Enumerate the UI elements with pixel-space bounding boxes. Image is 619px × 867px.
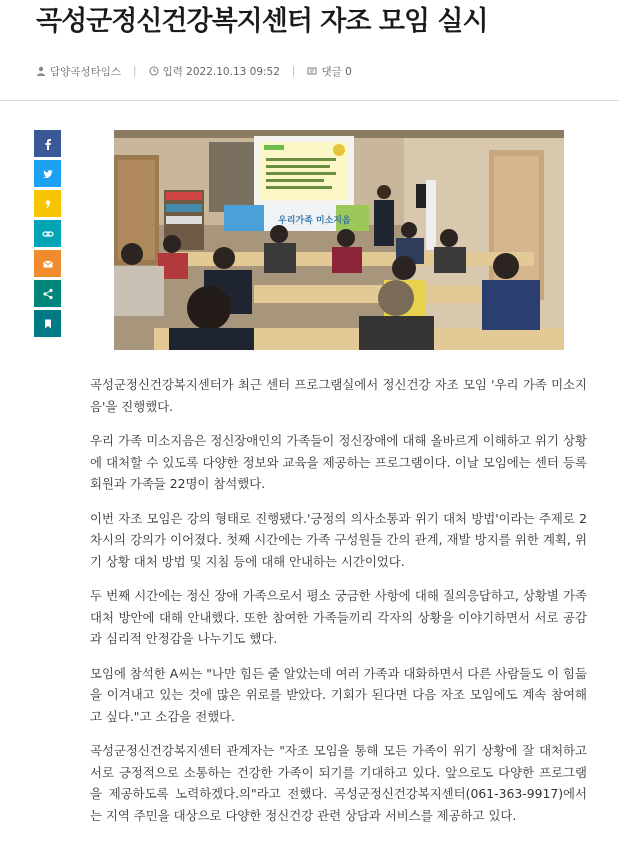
comment-count[interactable]: 댓글 0 <box>321 65 352 78</box>
header-divider <box>0 100 619 101</box>
share-icon <box>42 288 54 300</box>
meta-separator: | <box>291 65 296 77</box>
quote-icon <box>42 198 54 210</box>
link-icon <box>42 228 54 240</box>
email-share-button[interactable] <box>34 250 61 277</box>
author-name[interactable]: 담양곡성타임스 <box>50 65 122 78</box>
bookmark-icon <box>42 318 54 330</box>
article-paragraph: 모임에 참석한 A씨는 "나만 힘든 줄 알았는데 여러 가족과 대화하면서 다른 사람들도 이 힘듦을 이겨내고 있는 것에 많은 위로를 받았다. 기회가 된다면 다음 자조 모임에도 계속 참여해고 싶다."고 소감을 전했다. <box>90 665 587 724</box>
meeting-photo <box>114 130 564 350</box>
article-title: 곡성군정신건강복지센터 자조 모임 실시 <box>36 6 488 37</box>
more-share-button[interactable] <box>34 280 61 307</box>
share-bar <box>34 130 61 340</box>
publish-date: 입력 2022.10.13 09:52 <box>162 65 280 78</box>
article-paragraph: 곡성군정신건강복지센터가 최근 센터 프로그램실에서 정신건강 자조 모임 '우리 가족 미소지음'을 진행했다. <box>90 377 587 414</box>
comment-icon <box>307 66 317 76</box>
article-meta <box>36 62 352 80</box>
twitter-icon <box>42 168 54 180</box>
comments-info[interactable] <box>307 64 351 79</box>
meta-separator: | <box>133 65 137 77</box>
copy-link-button[interactable] <box>34 220 61 247</box>
kakaostory-share-button[interactable] <box>34 190 61 217</box>
banner-text: 우리가족 미소지음 <box>278 216 351 226</box>
article-photo <box>114 130 564 350</box>
bookmark-button[interactable] <box>34 310 61 337</box>
twitter-share-button[interactable] <box>34 160 61 187</box>
article-paragraph: 두 번째 시간에는 정신 장애 가족으로서 평소 궁금한 사항에 대해 질의응답하고, 상황별 가족 대처 방안에 대해 안내했다. 또한 참여한 가족들끼리 각자의 상황을 이야기하면서 서로 공감과 심리적 안정감을 나누기도 했다. <box>90 588 587 646</box>
article-paragraph: 우리 가족 미소지음은 정신장애인의 가족들이 정신장애에 대해 올바르게 이해하고 위기 상황에 대처할 수 있도록 다양한 정보와 교육을 제공하는 프로그램이다. 이날 모임에는 센터 등록회원과 가족들 22명이 참석했다. <box>90 433 587 491</box>
author-info <box>36 64 121 79</box>
date-info <box>149 64 280 79</box>
clock-icon <box>149 66 159 76</box>
user-icon <box>36 66 46 76</box>
article-paragraph: 곡성군정신건강복지센터 관계자는 "자조 모임을 통해 모든 가족이 위기 상황에 잘 대처하고 서로 긍정적으로 소통하는 건강한 가족이 되기를 기대하고 있다. 앞으로도 다양한 프로그램을 제공하도록 노력하겠다.의"라고 전했다. 곡성군정신건강복지센터(061-363-9917)에서는 지역 주민을 대상으로 다양한 정신건강 관련 상담과 서비스를 제공하고 있다. <box>90 743 587 823</box>
mail-icon <box>42 258 54 270</box>
article-paragraph: 이번 자조 모임은 강의 형태로 진행됐다.'긍정의 의사소통과 위기 대처 방법'이라는 주제로 2차시의 강의가 이어졌다. 첫째 시간에는 가족 구성원들 간의 관계, 재발 방지를 위한 계획, 위기 상황 대처 방법 및 지침 등에 대해 안내하는 시간이었다. <box>90 510 587 569</box>
facebook-share-button[interactable] <box>34 130 61 157</box>
facebook-icon <box>42 138 54 150</box>
article-body <box>90 374 587 839</box>
